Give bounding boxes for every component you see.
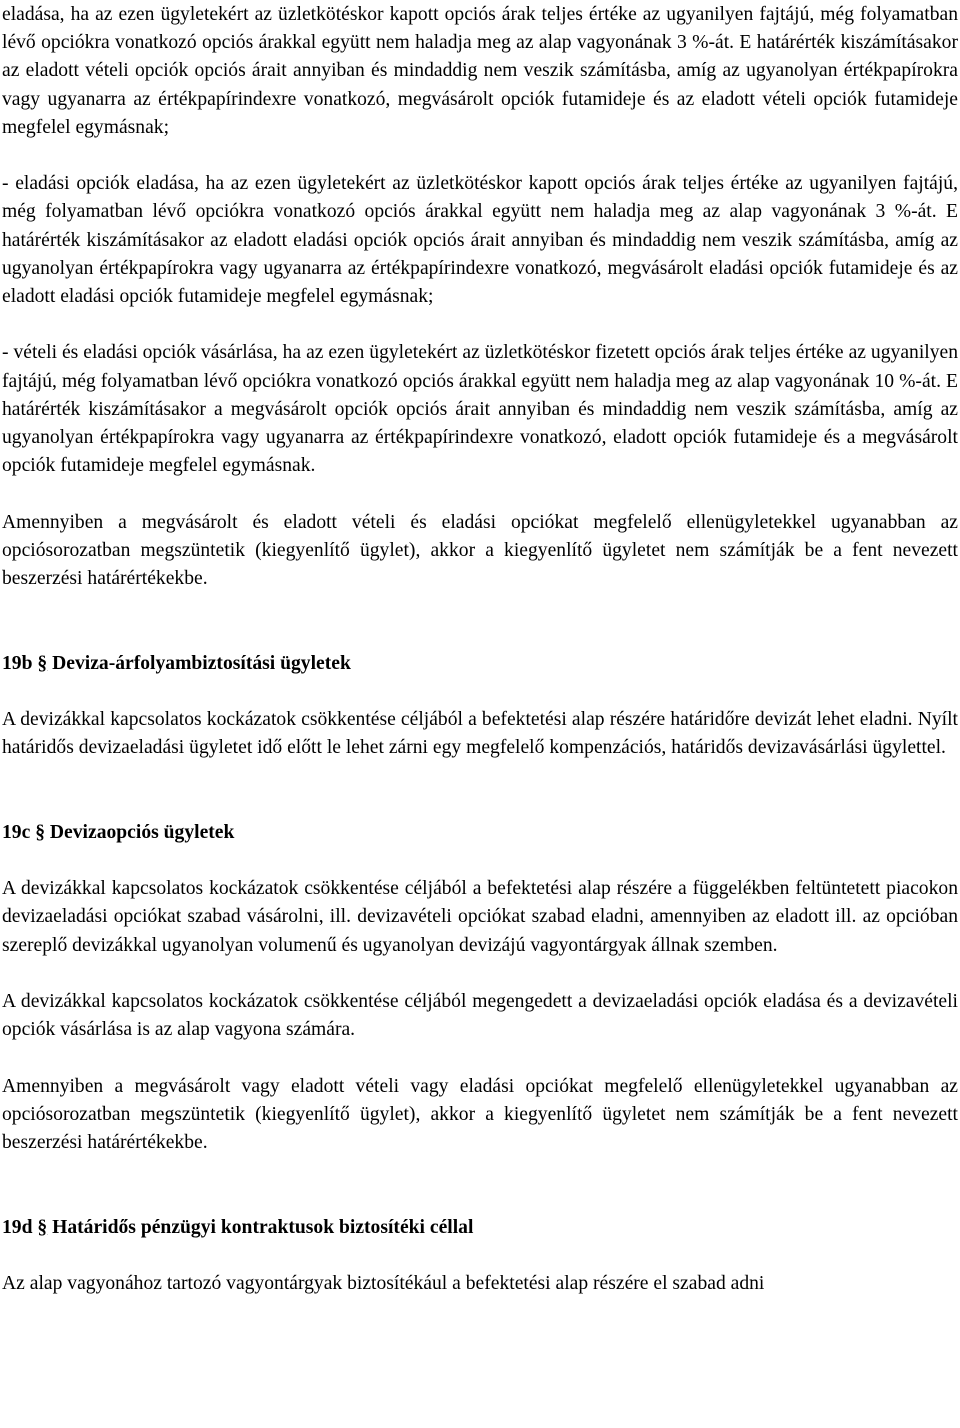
paragraph-gap [2, 311, 958, 339]
paragraph-19c-body-1: A devizákkal kapcsolatos kockázatok csökkentése céljából a befektetési alap részére a függelékben feltüntetett piacokon devizaeladási opciókat szabad vásárolni, ill. devizavételi opciókat szabad eladni, amennyiben az eladott ill. az opcióban szereplő devizákkal ugyanolyan volumenű és ugyanolyan devizájú vagyontárgyak állnak szemben. [2, 878, 958, 956]
paragraph-put-options-sale: - eladási opciók eladása, ha az ezen ügyletekért az üzletkötéskor kapott opciós árak teljes értéke az ugyanilyen fajtájú, még folyamatban lévő opciókra vonatkozó opciós árakkal együtt nem haladja meg az alap vagyonának 3 %-át. E határérték kiszámításakor az eladott eladási opciók opciós árait annyiban és mindaddig nem veszik számításba, amíg az ugyanolyan értékpapírokra vagy ugyanarra az értékpapírindexre vonatkozó, megvásárolt eladási opciók futamideje és az eladott eladási opciók futamideje megfelel egymásnak; [2, 173, 958, 308]
paragraph-19b-body: A devizákkal kapcsolatos kockázatok csökkentése céljából a befektetési alap részére határidőre devizát lehet eladni. Nyílt határidős devizaeladási ügyletet idő előtt le lehet zárni egy megfelelő kompenzációs, határidős devizavásárlási ügylettel. [2, 709, 958, 759]
section-title: Deviza-árfolyambiztosítási ügyletek [52, 652, 351, 674]
document-page [2, 1, 958, 1298]
section-symbol: § [37, 1216, 48, 1238]
paragraph-gap [2, 480, 958, 508]
section-heading-19c [2, 819, 958, 847]
section-heading-19b [2, 650, 958, 678]
section-heading-19d [2, 1214, 958, 1242]
paragraph-call-options-sale: eladása, ha az ezen ügyletekért az üzletkötéskor kapott opciós árak teljes értéke az ugyanilyen fajtájú, még folyamatban lévő opciókra vonatkozó opciós árakkal együtt nem haladja meg az alap vagyonának 3 %-át. E határérték kiszámításakor az eladott vételi opciók opciós árait annyiban és mindaddig nem veszik számításba, amíg az ugyanolyan értékpapírokra vagy ugyanarra az értékpapírindexre vonatkozó, megvásárolt opciók futamideje és az eladott vételi opciók futamideje megfelel egymásnak; [2, 4, 958, 138]
paragraph-closing-transactions: Amennyiben a megvásárolt és eladott vételi és eladási opciókat megfelelő ellenügyletekkel ugyanabban az opciósorozatban megszüntetik (kiegyenlítő ügylet), akkor a kiegyenlítő ügyletet nem számítják be a fent nevezett beszerzési határértékekbe. [2, 511, 958, 590]
paragraph-gap [2, 847, 958, 875]
section-gap [2, 593, 958, 649]
paragraph-gap [2, 1242, 958, 1270]
paragraph-19c-body-2: A devizákkal kapcsolatos kockázatok csökkentése céljából megengedett a devizaeladási opciók eladása és a devizavételi opciók vásárlása is az alap vagyona számára. [2, 990, 958, 1041]
paragraph-19d-body: Az alap vagyonához tartozó vagyontárgyak biztosítékául a befektetési alap részére el szabad adni [2, 1272, 765, 1294]
section-symbol: § [37, 652, 48, 674]
section-gap [2, 1157, 958, 1213]
paragraph-gap [2, 1044, 958, 1072]
section-gap [2, 762, 958, 818]
paragraph-options-purchase: - vételi és eladási opciók vásárlása, ha az ezen ügyletekért az üzletkötéskor fizetett opciós árak teljes értéke az ugyanilyen fajtájú, még folyamatban lévő opciókra vonatkozó opciós árakkal együtt nem haladja meg az alap vagyonának 10 %-át. E határérték kiszámításakor a megvásárolt opciók opciós árait annyiban és mindaddig nem veszik számításba, amíg az ugyanolyan értékpapírokra vagy ugyanarra az értékpapírindexre vonatkozó, eladott opciók futamideje és a megvásárolt opciók futamideje megfelel egymásnak. [2, 342, 958, 477]
paragraph-gap [2, 960, 958, 988]
paragraph-gap [2, 142, 958, 170]
section-number: 19b [2, 652, 33, 674]
section-symbol: § [35, 821, 45, 843]
section-number: 19c [2, 821, 31, 843]
section-title: Határidős pénzügyi kontraktusok biztosítéki céllal [52, 1216, 474, 1238]
section-title: Devizaopciós ügyletek [49, 821, 235, 843]
paragraph-gap [2, 678, 958, 706]
section-number: 19d [2, 1216, 33, 1238]
paragraph-19c-body-3: Amennyiben a megvásárolt vagy eladott vételi vagy eladási opciókat megfelelő ellenügyletekkel ugyanabban az opciósorozatban megszüntetik (kiegyenlítő ügylet), akkor a kiegyenlítő ügyletet nem számítják be a fent nevezett beszerzési határértékekbe. [2, 1075, 958, 1153]
